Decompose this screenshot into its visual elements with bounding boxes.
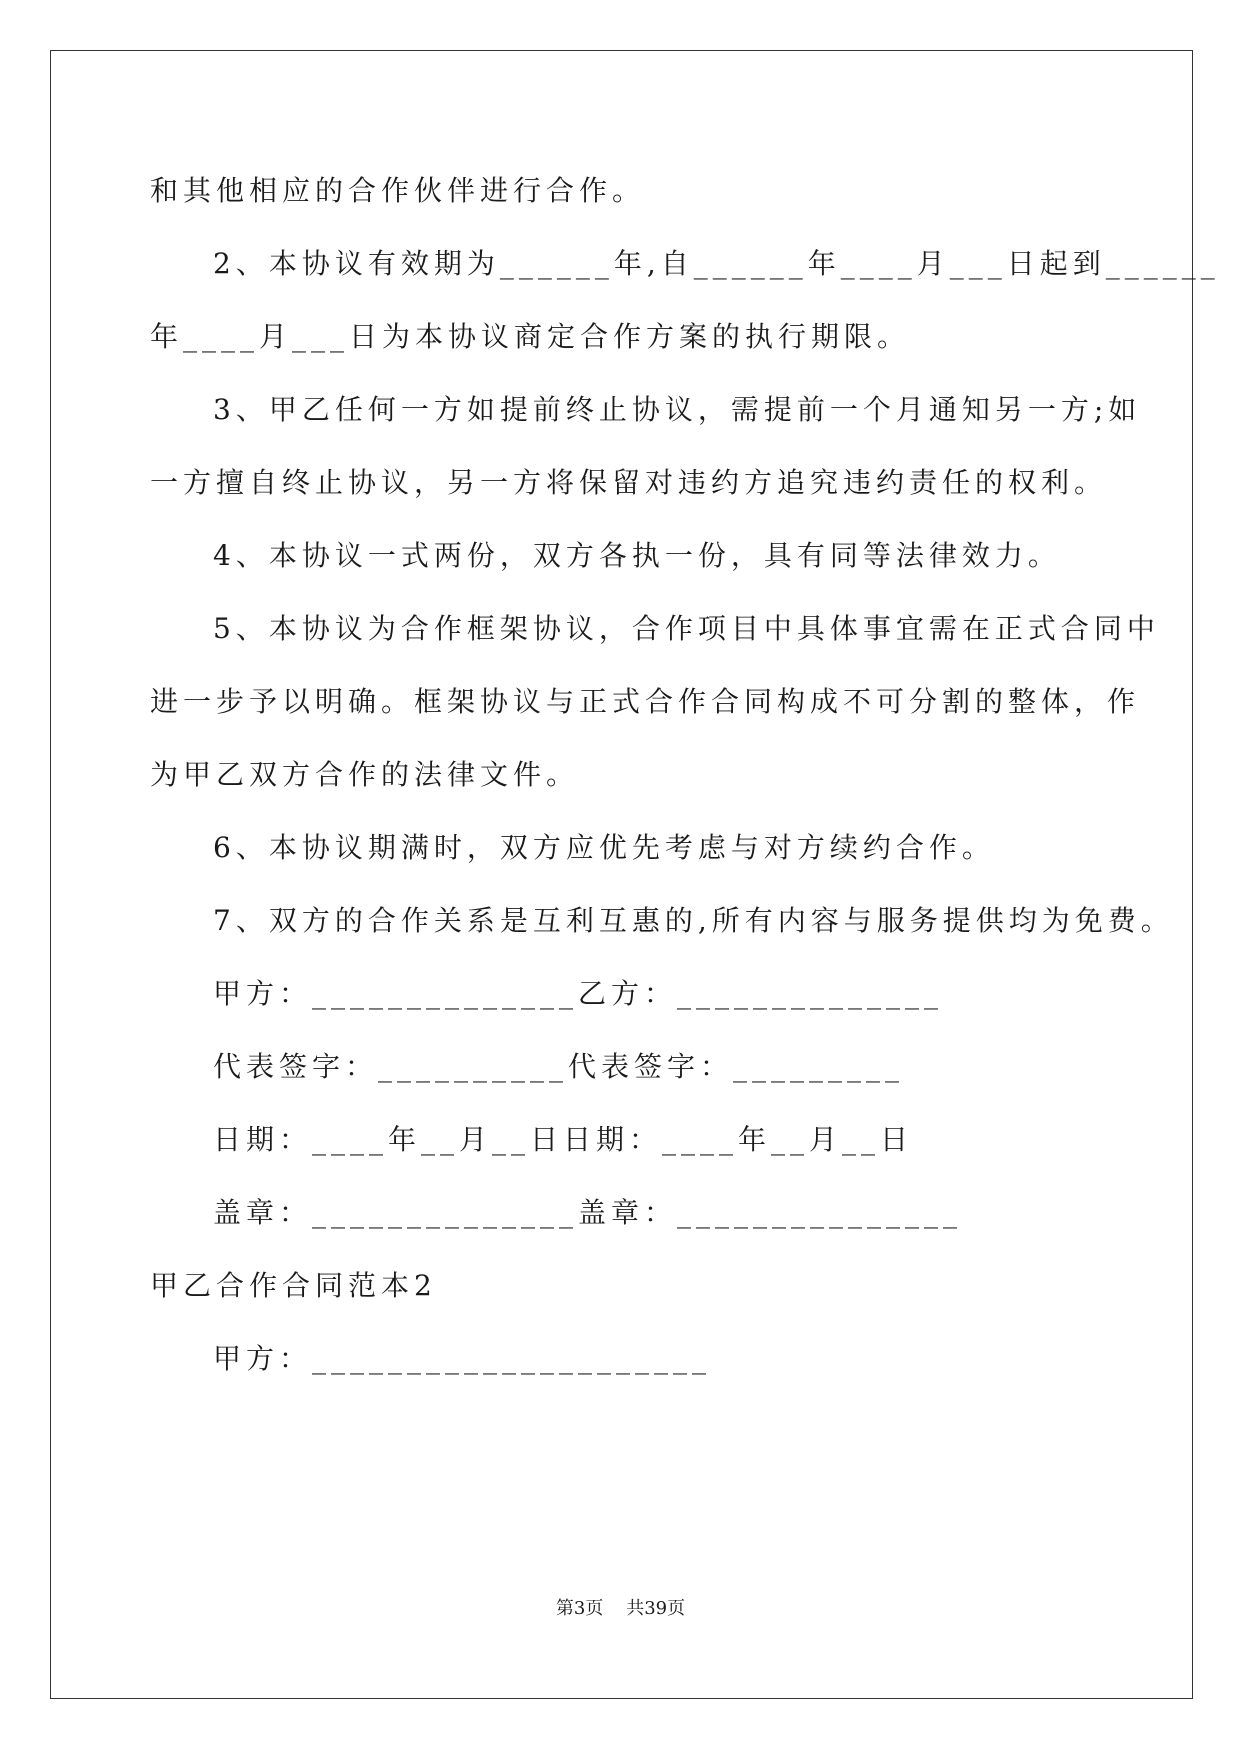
page-border	[50, 50, 1193, 1699]
signature-line-representative: 代表签字：__________代表签字：_________	[213, 1050, 905, 1083]
body-line: 6、本协议期满时，双方应优先考虑与对方续约合作。	[213, 831, 995, 864]
page-footer: 第3页 共39页	[555, 1598, 686, 1619]
body-line: 年____月___日为本协议商定合作方案的执行期限。	[150, 320, 911, 353]
body-line: 3、甲乙任何一方如提前终止协议，需提前一个月通知另一方;如	[213, 393, 1142, 426]
signature-line-party-a: 甲方：_____________________	[213, 1342, 712, 1375]
signature-line-party: 甲方：______________乙方：______________	[213, 977, 944, 1010]
body-line: 进一步予以明确。框架协议与正式合作合同构成不可分割的整体，作	[150, 685, 1141, 718]
body-line: 和其他相应的合作伙伴进行合作。	[150, 174, 646, 207]
body-line: 7、双方的合作关系是互利互惠的,所有内容与服务提供均为免费。	[213, 904, 1174, 937]
body-line: 4、本协议一式两份，双方各执一份，具有同等法律效力。	[213, 539, 1061, 572]
signature-line-date: 日期：____年__月__日日期：____年__月__日	[213, 1123, 914, 1156]
body-line: 2、本协议有效期为______年,自______年____月___日起到______	[213, 247, 1220, 280]
section-title: 甲乙合作合同范本2	[150, 1269, 437, 1302]
signature-line-seal: 盖章：______________盖章：_______________	[213, 1196, 963, 1229]
body-line: 为甲乙双方合作的法律文件。	[150, 758, 580, 791]
body-line: 一方擅自终止协议，另一方将保留对违约方追究违约责任的权利。	[150, 466, 1108, 499]
body-line: 5、本协议为合作框架协议，合作项目中具体事宜需在正式合同中	[213, 612, 1160, 645]
